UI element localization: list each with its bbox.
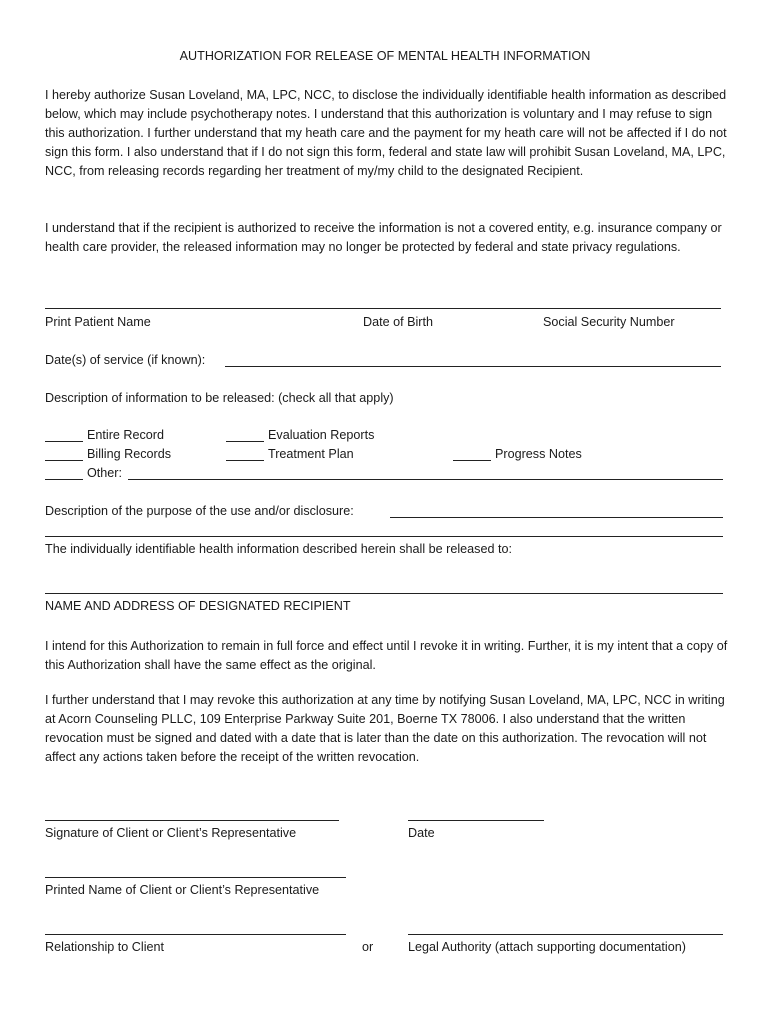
dates-of-service-field[interactable] [225,366,721,367]
checkbox-billing-records[interactable] [45,460,83,461]
released-to-label: The individually identifiable health information described herein shall be released to: [45,542,512,556]
dob-label: Date of Birth [363,315,433,329]
or-label: or [362,940,374,954]
printed-name-label: Printed Name of Client or Client’s Representative [45,883,320,897]
relationship-label: Relationship to Client [45,940,165,954]
checkbox-evaluation-reports[interactable] [226,441,264,442]
entire-record-label: Entire Record [87,428,164,442]
purpose-field-line-2[interactable] [45,536,723,537]
patient-info-line[interactable] [45,308,721,309]
signature-label: Signature of Client or Client’s Representative [45,826,297,840]
paragraph-revocation: I further understand that I may revoke this authorization at any time by notifying Susan Loveland, MA, LPC, NCC in writing at Acorn Counseling PLLC, 109 Enterprise Parkway Suite 201, Boerne TX 78006. I also understand that the written revocation must be signed and dated with a date that is later than the date on this authorization. The revocation will not affect any actions taken before the receipt of the written revocation. [45,693,725,764]
ssn-label: Social Security Number [543,315,675,329]
purpose-field[interactable] [390,517,723,518]
recipient-label: NAME AND ADDRESS OF DESIGNATED RECIPIENT [45,599,351,613]
paragraph-authorization: I hereby authorize Susan Loveland, MA, LPC, NCC, to disclose the individually identifiable health information as described below, which may include psychotherapy notes. I understand that this authorization is voluntary and I may refuse to sign this authorization. I further understand that my heath care and the payment for my heath care will not be affected if I do not sign this form. I also understand that if I do not sign this form, federal and state law will prohibit Susan Loveland, MA, LPC, NCC, from releasing records regarding her treatment of my/my child to the designated Recipient. [45,88,727,178]
checkbox-progress-notes[interactable] [453,460,491,461]
form-title: AUTHORIZATION FOR RELEASE OF MENTAL HEALTH INFORMATION [179,49,591,63]
dates-of-service-label: Date(s) of service (if known): [45,353,206,367]
checkbox-treatment-plan[interactable] [226,460,264,461]
progress-notes-label: Progress Notes [495,447,582,461]
date-label: Date [408,826,435,840]
date-field[interactable] [408,820,544,821]
recipient-field[interactable] [45,593,723,594]
checkbox-entire-record[interactable] [45,441,83,442]
printed-name-field[interactable] [45,877,346,878]
billing-records-label: Billing Records [87,447,171,461]
signature-field[interactable] [45,820,339,821]
legal-authority-field[interactable] [408,934,723,935]
purpose-label: Description of the purpose of the use and/or disclosure: [45,504,354,518]
treatment-plan-label: Treatment Plan [268,447,354,461]
evaluation-reports-label: Evaluation Reports [268,428,375,442]
relationship-field[interactable] [45,934,346,935]
legal-authority-label: Legal Authority (attach supporting documentation) [408,940,686,954]
patient-name-label: Print Patient Name [45,315,151,329]
other-field[interactable] [128,479,723,480]
checkbox-other[interactable] [45,479,83,480]
description-label: Description of information to be released: (check all that apply) [45,391,394,405]
paragraph-duration: I intend for this Authorization to remain in full force and effect until I revoke it in writing. Further, it is my intent that a copy of this Authorization shall have the same effect as the original. [45,639,728,672]
paragraph-recipient-notice: I understand that if the recipient is authorized to receive the information is not a covered entity, e.g. insurance company or health care provider, the released information may no longer be protected by federal and state privacy regulations. [45,221,722,254]
other-label: Other: [87,466,122,480]
